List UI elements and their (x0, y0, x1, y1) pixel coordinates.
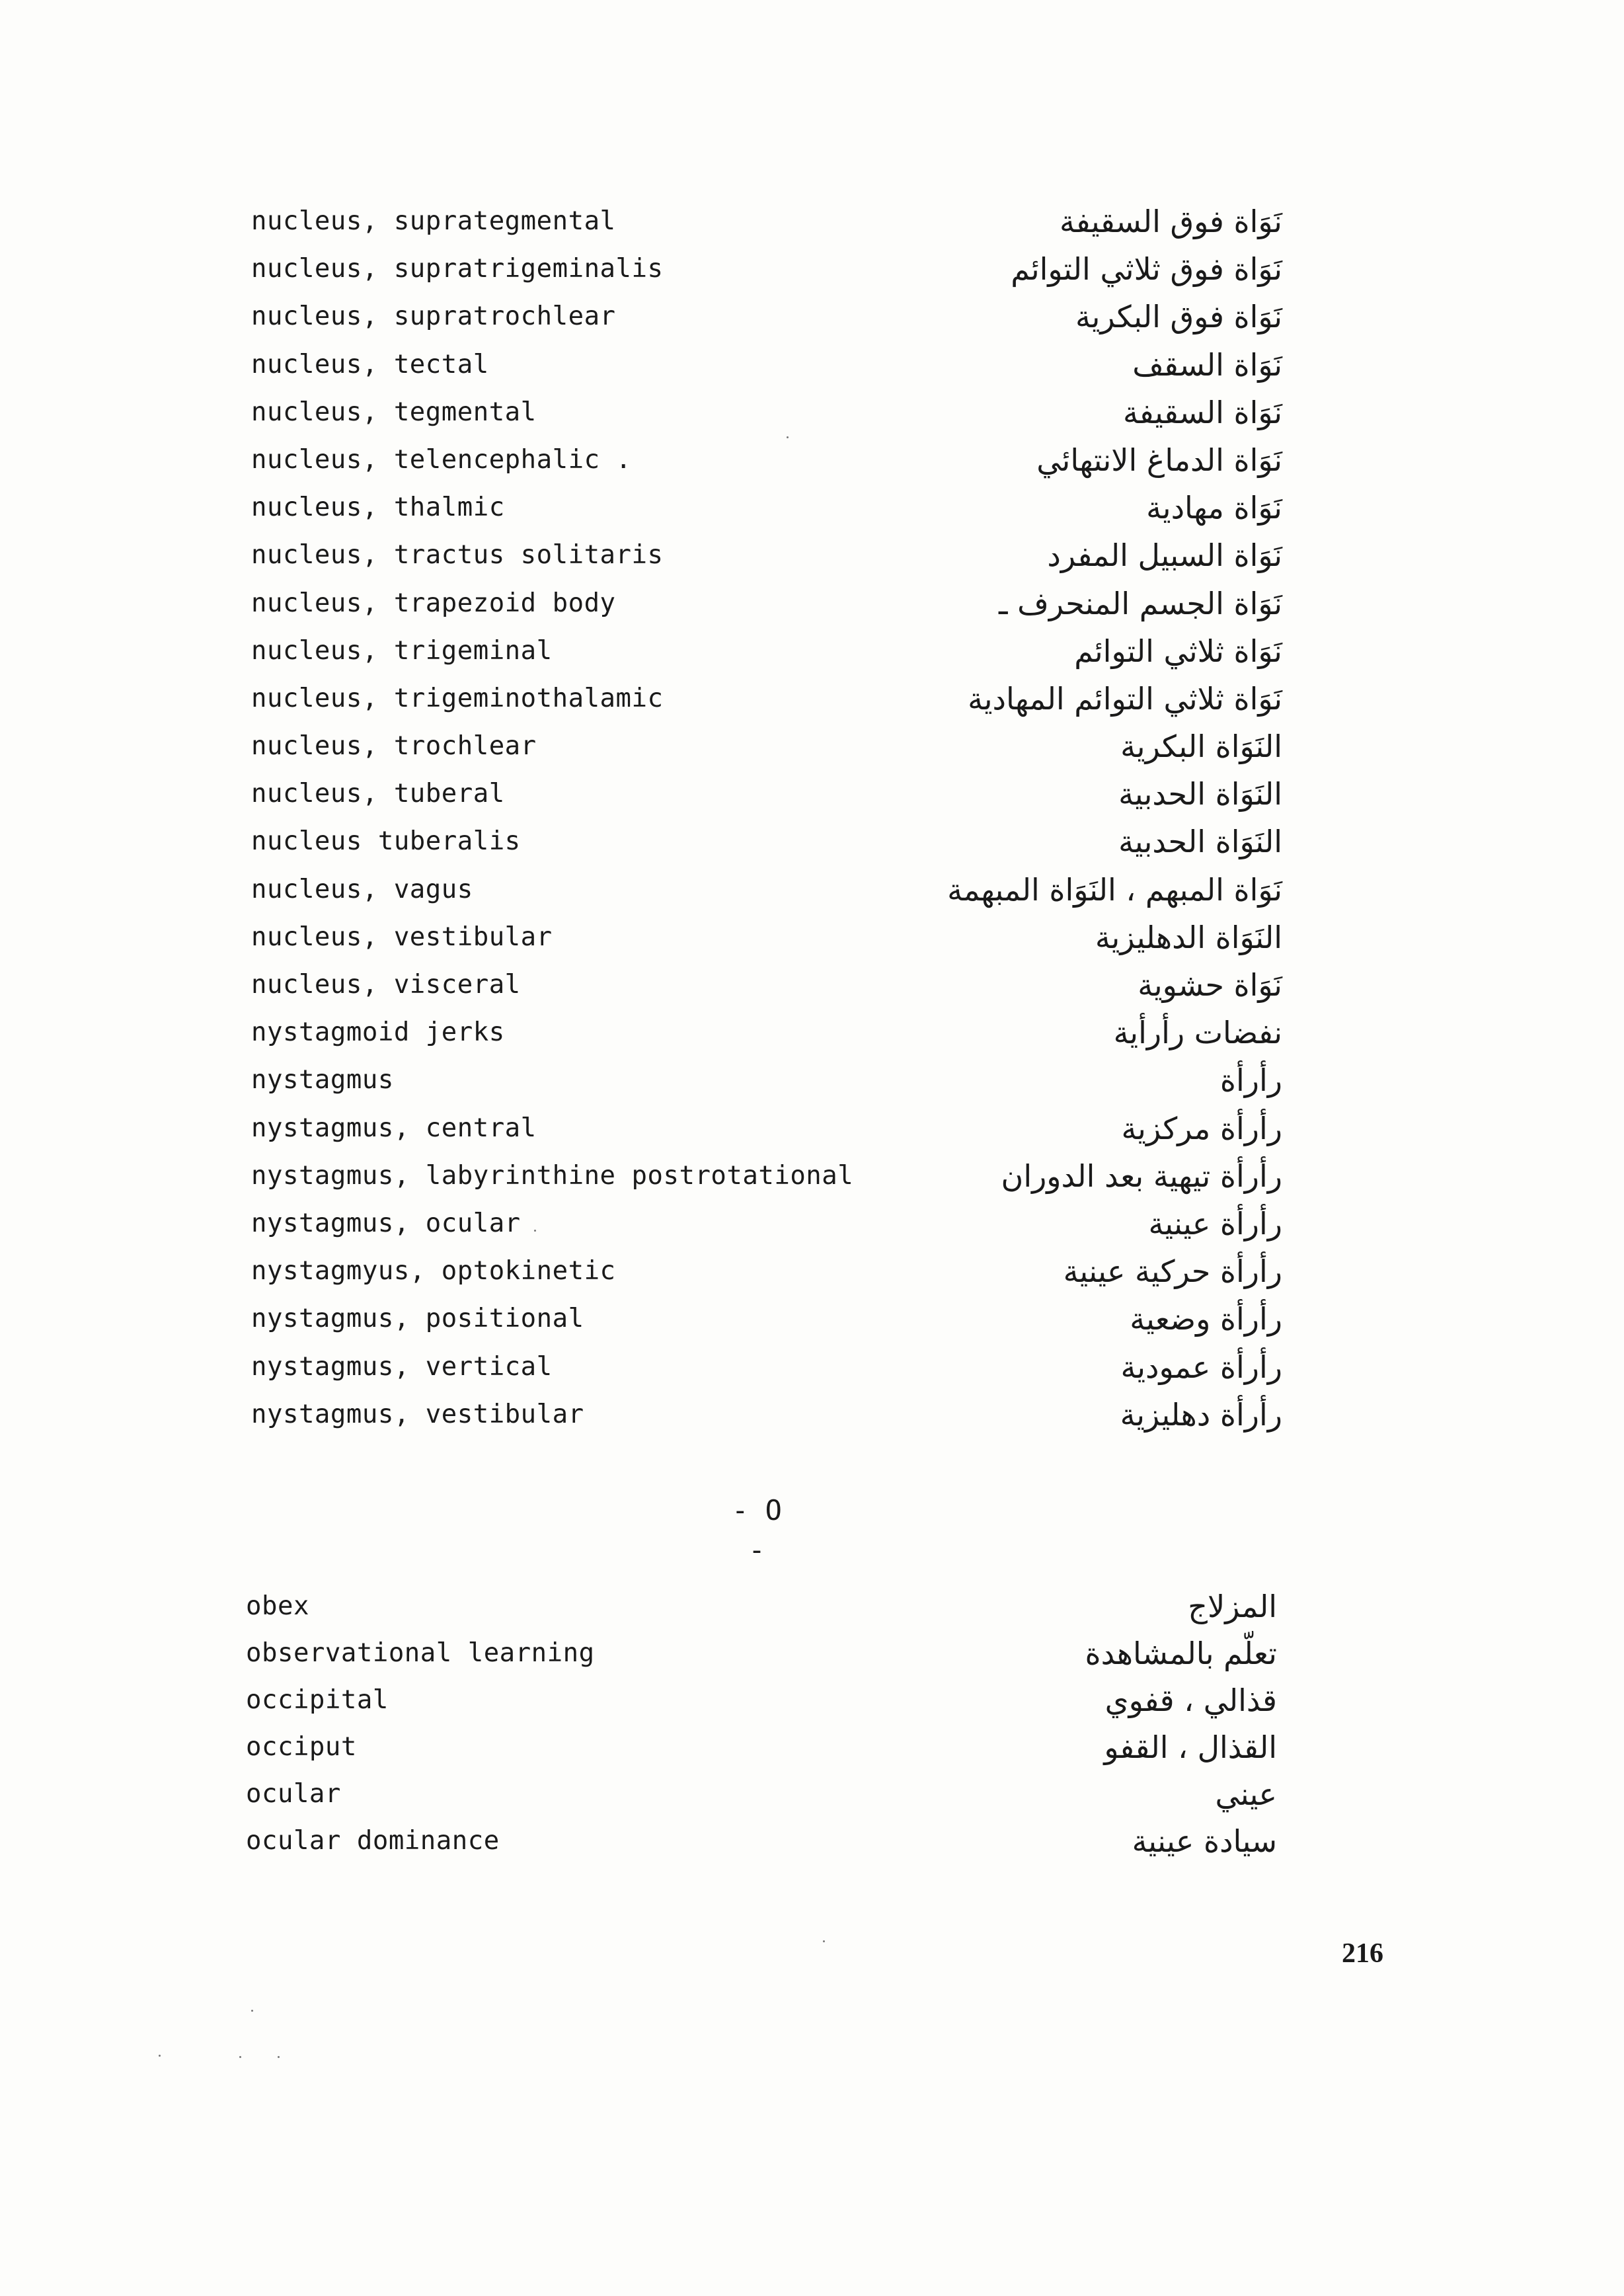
glossary-entry (251, 1109, 1282, 1156)
english-term: nucleus, telencephalic . (251, 444, 632, 475)
arabic-term: نَوَاة السبيل المفرد (1047, 537, 1282, 574)
arabic-term: نَوَاة مهادية (1146, 490, 1282, 526)
glossary-entry (251, 965, 1282, 1013)
arabic-term: نَوَاة فوق السقيفة (1059, 204, 1282, 239)
arabic-term: رأرأة عينية (1148, 1205, 1282, 1242)
glossary-entry (251, 202, 1282, 249)
arabic-term: نَوَاة المبهم ، النَوَاة المبهمة (947, 871, 1282, 908)
glossary-entry (251, 1395, 1282, 1443)
arabic-term: النَوَاة الحدبية (1118, 824, 1282, 860)
english-term: nucleus, vagus (251, 874, 473, 904)
english-term: nystagmus, labyrinthine postrotational (251, 1160, 854, 1191)
arabic-term: رأرأة عمودية (1120, 1349, 1282, 1385)
english-term: ocular dominance (246, 1826, 500, 1856)
english-term: nucleus, supratrigeminalis (251, 254, 664, 284)
english-term: nystagmus (251, 1065, 394, 1095)
arabic-term: رأرأة مركزية (1121, 1110, 1282, 1146)
scan-speck (239, 2056, 241, 2058)
scan-speck (534, 1230, 536, 1232)
english-term: nucleus, tractus solitaris (251, 540, 664, 571)
english-term: nucleus, trigeminothalamic (251, 683, 664, 713)
glossary-entry (251, 631, 1282, 679)
scan-speck (278, 2056, 280, 2058)
arabic-term: النَوَاة الحدبية (1118, 776, 1282, 812)
english-term: nystagmus, ocular (251, 1208, 521, 1238)
arabic-term: نَوَاة حشوية (1138, 967, 1282, 1003)
glossary-entry (251, 1251, 1282, 1299)
arabic-term: قذالي ، قفوي (1104, 1682, 1277, 1718)
arabic-term: نَوَاة السقف (1132, 346, 1282, 383)
glossary-entry (251, 679, 1282, 727)
english-term: nucleus, tectal (251, 349, 489, 379)
arabic-term: عيني (1215, 1776, 1277, 1812)
english-term: nystagmus, vestibular (251, 1399, 584, 1429)
scan-speck (823, 1940, 825, 1942)
glossary-entry (246, 1634, 1277, 1681)
glossary-entry (251, 488, 1282, 535)
english-term: nucleus, vestibular (251, 922, 553, 952)
english-term: nucleus, trapezoid body (251, 588, 616, 618)
glossary-entry (251, 870, 1282, 918)
arabic-term: رأرأة دهليزية (1120, 1396, 1282, 1433)
english-term: nucleus, suprategmental (251, 206, 616, 236)
arabic-term: المزلاج (1188, 1589, 1277, 1624)
english-term: nystagmoid jerks (251, 1017, 505, 1048)
english-term: nystagmyus, optokinetic (251, 1256, 616, 1287)
english-term: occiput (246, 1732, 357, 1762)
glossary-entry (251, 1204, 1282, 1251)
arabic-term: رأرأة حركية عينية (1063, 1253, 1282, 1290)
arabic-term: نَوَاة الدماغ الانتهائي (1036, 442, 1282, 478)
arabic-term: نَوَاة الجسم المنحرف ـ (999, 585, 1282, 621)
arabic-term: نَوَاة ثلاثي التوائم (1074, 633, 1282, 669)
glossary-entry (251, 535, 1282, 583)
page-number: 216 (1342, 1938, 1383, 1969)
english-term: ocular (246, 1779, 341, 1809)
glossary-entry (251, 440, 1282, 488)
glossary-entry (251, 1299, 1282, 1347)
arabic-term: نَوَاة فوق البكرية (1075, 299, 1282, 335)
arabic-term: نفضات رأرأية (1113, 1015, 1282, 1051)
english-term: nucleus, supratrochlear (251, 301, 616, 332)
section-heading-o: - O - (732, 1494, 782, 1566)
glossary-entry (251, 774, 1282, 822)
entries-section-n (251, 202, 1282, 1443)
english-term: nucleus, trochlear (251, 731, 537, 762)
scan-speck (251, 2010, 253, 2012)
glossary-entry (246, 1681, 1277, 1727)
glossary-entry (251, 727, 1282, 774)
english-term: nucleus, tegmental (251, 397, 537, 427)
arabic-term: سيادة عينية (1132, 1823, 1277, 1859)
arabic-term: نَوَاة السقيفة (1123, 394, 1282, 430)
english-term: nystagmus, central (251, 1113, 537, 1143)
arabic-term: رأرأة وضعية (1130, 1301, 1282, 1337)
scan-speck (787, 436, 789, 438)
english-term: observational learning (246, 1638, 595, 1668)
entries-section-o (246, 1587, 1277, 1868)
glossary-entry (246, 1727, 1277, 1774)
arabic-term: القذال ، القفو (1104, 1729, 1277, 1765)
glossary-entry (251, 1013, 1282, 1060)
glossary-entry (251, 297, 1282, 344)
arabic-term: النَوَاة البكرية (1120, 729, 1282, 765)
glossary-entry (251, 1156, 1282, 1204)
arabic-term: رأرأة تيهية بعد الدوران (1001, 1158, 1282, 1194)
arabic-term: رأرأة (1219, 1062, 1282, 1099)
arabic-term: النَوَاة الدهليزية (1095, 919, 1282, 955)
arabic-term: نَوَاة ثلاثي التوائم المهادية (968, 680, 1282, 717)
glossary-entry (251, 345, 1282, 393)
english-term: nucleus, tuberal (251, 779, 505, 809)
english-term: occipital (246, 1685, 389, 1715)
glossary-entry (251, 584, 1282, 631)
english-term: nucleus, visceral (251, 970, 521, 1000)
english-term: nystagmus, positional (251, 1304, 584, 1334)
glossary-entry (246, 1587, 1277, 1634)
english-term: nystagmus, vertical (251, 1351, 553, 1382)
glossary-entry (251, 393, 1282, 440)
glossary-entry (246, 1774, 1277, 1821)
scan-speck (159, 2055, 161, 2057)
english-term: nucleus, thalmic (251, 493, 505, 523)
english-term: nucleus tuberalis (251, 826, 521, 857)
glossary-entry (251, 1060, 1282, 1108)
glossary-entry (251, 918, 1282, 965)
glossary-entry (251, 249, 1282, 297)
english-term: nucleus, trigeminal (251, 635, 553, 666)
glossary-entry (251, 1347, 1282, 1395)
arabic-term: تعلّم بالمشاهدة (1085, 1636, 1277, 1671)
english-term: obex (246, 1591, 309, 1621)
glossary-entry (246, 1821, 1277, 1868)
glossary-entry (251, 822, 1282, 869)
arabic-term: نَوَاة فوق ثلاثي التوائم (1011, 251, 1282, 288)
